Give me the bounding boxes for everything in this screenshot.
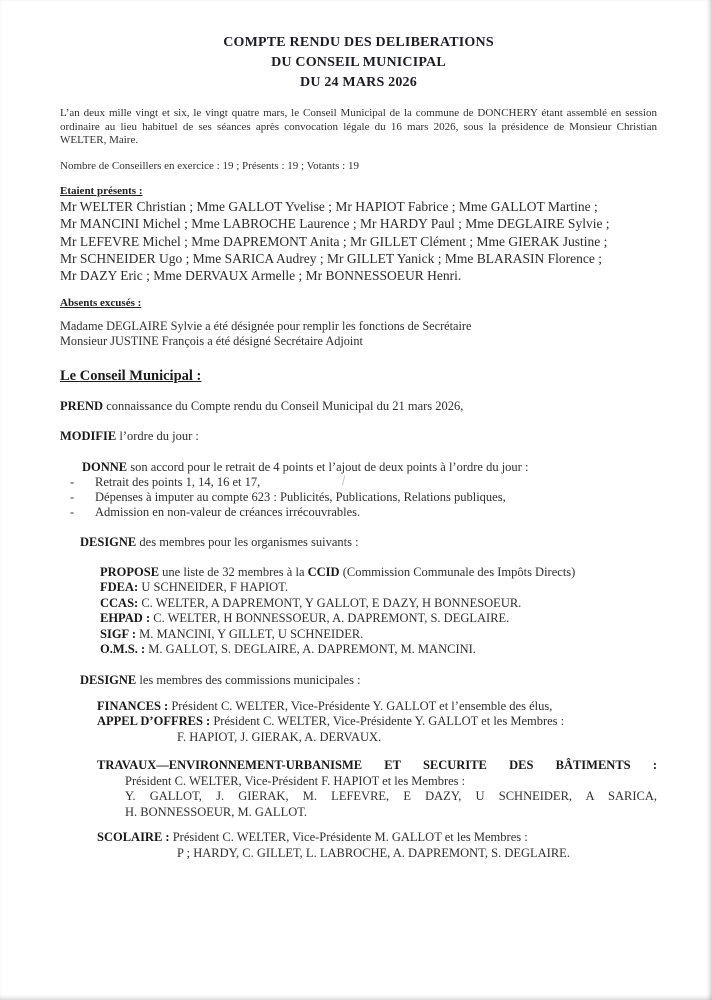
organisme-label: SIGF : <box>100 626 136 641</box>
commission-text: Président C. WELTER, Vice-Présidente Y. GALLOT et les Membres : <box>210 714 565 729</box>
commission-text: Président C. WELTER, Vice-Présidente M. GALLOT et les Membres : <box>169 830 528 845</box>
travaux-heading: TRAVAUX—ENVIRONNEMENT-URBANISME ET SECURITE DES BÂTIMENTS : <box>97 758 657 773</box>
title-line-2: DU CONSEIL MUNICIPAL <box>271 55 446 70</box>
organisme-line <box>100 642 657 658</box>
propose-keyword: PROPOSE <box>100 564 160 579</box>
deliberation-donne <box>82 460 657 475</box>
organisme-line <box>100 596 657 612</box>
commission-finances <box>97 699 657 715</box>
travaux-members-line: Y. GALLOT, J. GIERAK, M. LEFEVRE, E DAZY, U SCHNEIDER, A SARICA, <box>125 789 657 804</box>
organisme-members: C. WELTER, A DAPREMONT, Y GALLOT, E DAZY, H BONNESOEUR. <box>138 595 522 610</box>
prend-keyword: PREND <box>60 398 104 413</box>
present-line: Mr LEFEVRE Michel ; Mme DAPREMONT Anita ; Mr GILLET Clément ; Mme GIERAK Justine ; <box>60 233 608 249</box>
modifie-text: l’ordre du jour : <box>116 428 199 443</box>
organisme-label: O.M.S. : <box>100 642 146 657</box>
modifie-keyword: MODIFIE <box>60 428 117 443</box>
commission-travaux <box>97 758 657 820</box>
designe-keyword: DESIGNE <box>80 672 137 687</box>
deliberation-designe-commissions <box>80 673 657 688</box>
designe-text: les membres des commissions municipales : <box>136 672 361 687</box>
secretary-designation <box>60 319 657 350</box>
travaux-members-line: H. BONNESSOEUR, M. GALLOT. <box>125 804 308 819</box>
organismes-block <box>100 565 657 658</box>
present-heading: Etaient présents : <box>60 184 143 197</box>
commission-appel-offres <box>97 714 657 730</box>
organisme-members: M. MANCINI, Y GILLET, U SCHNEIDER. <box>136 626 364 641</box>
designe-keyword: DESIGNE <box>80 534 137 549</box>
organisme-line <box>100 580 657 596</box>
present-line: Mr DAZY Eric ; Mme DERVAUX Armelle ; Mr BONNESSOEUR Henri. <box>60 268 462 284</box>
organisme-label: FDEA: <box>100 580 139 595</box>
organisme-label: CCAS: <box>100 595 139 610</box>
organisme-members: M. GALLOT, S. DEGLAIRE, A. DAPREMONT, M. MANCINI. <box>145 642 476 657</box>
prend-text: connaissance du Compte rendu du Conseil Municipal du 21 mars 2026, <box>103 398 464 413</box>
ccid-text: (Commission Communale des Impôts Directs) <box>339 564 576 579</box>
council-heading: Le Conseil Municipal : <box>60 367 202 384</box>
commissions-block <box>97 699 657 746</box>
absent-heading: Absents excusés : <box>60 296 142 309</box>
travaux-president-line: Président C. WELTER, Vice-Président F. HAPIOT et les Membres : <box>125 773 466 788</box>
commission-label: FINANCES : <box>97 698 169 713</box>
present-line: Mr WELTER Christian ; Mme GALLOT Yvelise ; Mr HAPIOT Fabrice ; Mme GALLOT Martine ; <box>60 198 598 214</box>
donne-keyword: DONNE <box>82 459 128 474</box>
designe-text: des membres pour les organismes suivants : <box>136 534 359 549</box>
ccid-keyword: CCID <box>307 564 340 579</box>
donne-bullet-list <box>60 475 657 521</box>
commission-text: Président C. WELTER, Vice-Présidente Y. GALLOT et l’ensemble des élus, <box>168 698 553 713</box>
organisme-members: U SCHNEIDER, F HAPIOT. <box>138 580 288 595</box>
bullet-item: - Dépenses à imputer au compte 623 : Publicités, Publications, Relations publiques, <box>60 490 657 505</box>
title-line-3: DU 24 MARS 2026 <box>300 75 417 90</box>
document-title <box>60 33 657 93</box>
secretary-line-2: Monsieur JUSTINE François a été désigné Secrétaire Adjoint <box>60 334 363 349</box>
present-line: Mr MANCINI Michel ; Mme LABROCHE Laurence ; Mr HARDY Paul ; Mme DEGLAIRE Sylvie ; <box>60 216 610 232</box>
intro-paragraph: L’an deux mille vingt et six, le vingt quatre mars, le Conseil Municipal de la commune de DONCHERY étant assemblé en session ordinaire au lieu habituel de ses séances après convocation légale du 16 mars 2026, sous la présidence de Monsieur Christian WELTER, Maire. <box>60 107 657 147</box>
commission-label: SCOLAIRE : <box>97 830 170 845</box>
bullet-item: - Admission en non-valeur de créances irrécouvrables. <box>60 505 657 520</box>
present-list <box>60 198 657 285</box>
deliberation-modifie <box>60 429 657 444</box>
bullet-item: - Retrait des points 1, 14, 16 et 17, <box>60 475 657 490</box>
propose-text: une liste de 32 membres à la <box>159 564 308 579</box>
scolaire-line <box>97 830 657 846</box>
donne-text: son accord pour le retrait de 4 points et l’ajout de deux points à l’ordre du jour : <box>127 459 529 474</box>
organisme-line <box>100 611 657 627</box>
organisme-label: EHPAD : <box>100 611 151 626</box>
organisme-line <box>100 627 657 643</box>
secretary-line-1: Madame DEGLAIRE Sylvie a été désignée pour remplir les fonctions de Secrétaire <box>60 318 472 333</box>
appel-members: F. HAPIOT, J. GIERAK, A. DERVAUX. <box>177 729 382 744</box>
organisme-members: C. WELTER, H BONNESSOEUR, A. DAPREMONT, S. DEGLAIRE. <box>150 611 510 626</box>
commission-scolaire <box>97 830 657 861</box>
title-line-1: COMPTE RENDU DES DELIBERATIONS <box>223 35 494 50</box>
propose-line <box>100 565 657 581</box>
scolaire-members: P ; HARDY, C. GILLET, L. LABROCHE, A. DAPREMONT, S. DEGLAIRE. <box>177 845 570 860</box>
councillor-counts: Nombre de Conseillers en exercice : 19 ; Présents : 19 ; Votants : 19 <box>60 159 359 172</box>
present-line: Mr SCHNEIDER Ugo ; Mme SARICA Audrey ; Mr GILLET Yanick ; Mme BLARASIN Florence ; <box>60 251 602 266</box>
deliberation-prend <box>60 399 657 414</box>
deliberation-designe-organismes <box>80 535 657 550</box>
commission-label: APPEL D’OFFRES : <box>97 714 211 729</box>
